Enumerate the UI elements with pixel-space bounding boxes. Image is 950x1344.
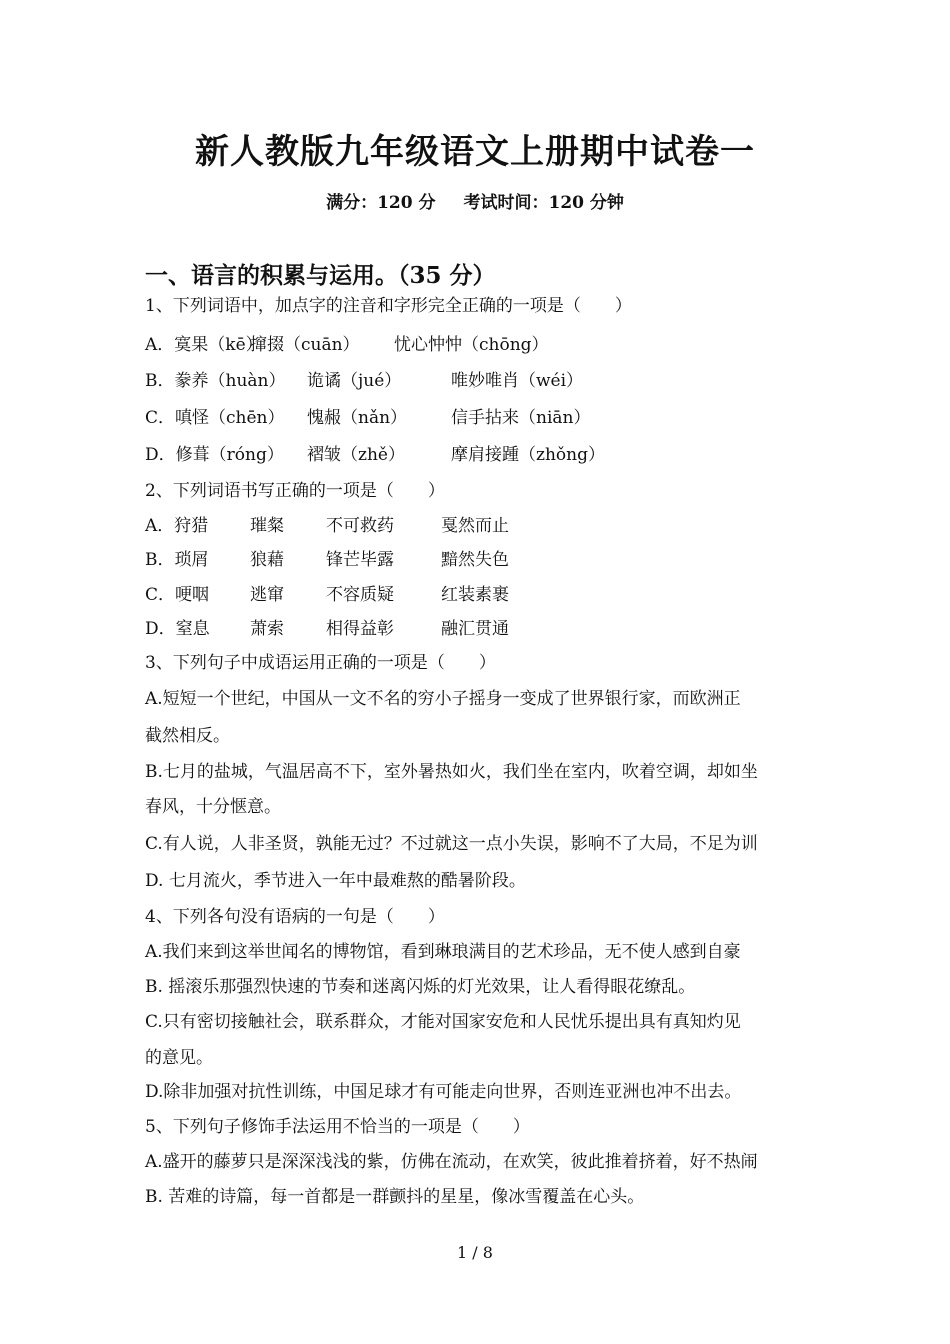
option-part: 不容质疑 bbox=[326, 585, 394, 605]
q1-option-a bbox=[145, 335, 549, 355]
option-part: 戛然而止 bbox=[441, 516, 509, 536]
q5-line: B. 苦难的诗篇，每一首都是一群颤抖的星星，像冰雪覆盖在心头。 bbox=[145, 1187, 645, 1207]
option-part: 逃窜 bbox=[250, 585, 284, 605]
option-part: 撺掇（cuān） bbox=[250, 335, 360, 355]
option-part: 融汇贯通 bbox=[441, 619, 509, 639]
q2-option-a bbox=[145, 516, 509, 536]
q1-option-c bbox=[145, 408, 590, 428]
option-part: D．窒息 bbox=[145, 619, 210, 639]
q4-line: C.只有密切接触社会，联系群众，才能对国家安危和人民忧乐提出具有真知灼见 bbox=[145, 1012, 741, 1032]
option-part: D．修葺（róng） bbox=[145, 445, 284, 465]
option-part: 唯妙唯肖（wéi） bbox=[451, 371, 584, 391]
q2-option-d bbox=[145, 619, 509, 639]
option-part: 信手拈来（niān） bbox=[451, 408, 591, 428]
q4-line: A.我们来到这举世闻名的博物馆，看到琳琅满目的艺术珍品，无不使人感到自豪 bbox=[145, 942, 741, 962]
option-part: 忧心忡忡（chōng） bbox=[394, 335, 549, 355]
q3-line: 截然相反。 bbox=[145, 726, 230, 746]
q2-option-b bbox=[145, 550, 509, 570]
option-part: 狼藉 bbox=[250, 550, 284, 570]
q3-line: 春风，十分惬意。 bbox=[145, 797, 281, 817]
q5-stem: 5、下列句子修饰手法运用不恰当的一项是（ ） bbox=[145, 1117, 530, 1137]
full-score: 满分：120 分 bbox=[326, 193, 436, 213]
q5-line: A.盛开的藤萝只是深深浅浅的紫，仿佛在流动，在欢笑，彼此推着挤着，好不热闹 bbox=[145, 1152, 758, 1172]
q3-line: A.短短一个世纪，中国从一文不名的穷小子摇身一变成了世界银行家，而欧洲正 bbox=[145, 689, 741, 709]
exam-time: 考试时间：120 分钟 bbox=[463, 193, 624, 213]
option-part: 相得益彰 bbox=[326, 619, 394, 639]
option-part: B．豢养（huàn） bbox=[145, 371, 286, 391]
q4-line: 的意见。 bbox=[145, 1048, 213, 1068]
option-part: 锋芒毕露 bbox=[326, 550, 394, 570]
option-part: 摩肩接踵（zhǒng） bbox=[451, 445, 605, 465]
q4-stem: 4、下列各句没有语病的一句是（ ） bbox=[145, 907, 445, 927]
q1-option-d bbox=[145, 445, 605, 465]
q4-line: B. 摇滚乐那强烈快速的节奏和迷离闪烁的灯光效果，让人看得眼花缭乱。 bbox=[145, 977, 696, 997]
option-part: C．哽咽 bbox=[145, 585, 210, 605]
q4-line: D.除非加强对抗性训练，中国足球才有可能走向世界，否则连亚洲也冲不出去。 bbox=[145, 1082, 742, 1102]
option-part: B．琐屑 bbox=[145, 550, 209, 570]
option-part: 褶皱（zhě） bbox=[307, 445, 405, 465]
q1-option-b bbox=[145, 371, 583, 391]
option-part: A．寞果（kē） bbox=[145, 335, 263, 355]
option-part: A．狩猎 bbox=[145, 516, 209, 536]
option-part: 不可救药 bbox=[326, 516, 394, 536]
option-part: 萧索 bbox=[250, 619, 284, 639]
q3-line: C.有人说，人非圣贤，孰能无过？不过就这一点小失误，影响不了大局，不足为训 bbox=[145, 834, 758, 854]
q3-line: B.七月的盐城，气温居高不下，室外暑热如火，我们坐在室内，吹着空调，却如坐 bbox=[145, 762, 758, 782]
q2-option-c bbox=[145, 585, 509, 605]
q3-stem: 3、下列句子中成语运用正确的一项是（ ） bbox=[145, 653, 496, 673]
q2-stem: 2、下列词语书写正确的一项是（ ） bbox=[145, 481, 445, 501]
page-number: 1 / 8 bbox=[457, 1243, 493, 1262]
option-part: 诡谲（jué） bbox=[307, 371, 402, 391]
option-part: C．嗔怪（chēn） bbox=[145, 408, 285, 428]
q1-stem: 1、下列词语中，加点字的注音和字形完全正确的一项是（ ） bbox=[145, 296, 632, 316]
option-part: 红装素裹 bbox=[441, 585, 509, 605]
option-part: 黯然失色 bbox=[441, 550, 509, 570]
option-part: 愧赧（nǎn） bbox=[307, 408, 408, 428]
page-title: 新人教版九年级语文上册期中试卷一 bbox=[195, 132, 755, 172]
exam-info bbox=[0, 188, 950, 213]
q3-line: D. 七月流火，季节进入一年中最难熬的酷暑阶段。 bbox=[145, 871, 526, 891]
option-part: 璀粲 bbox=[250, 516, 284, 536]
section-heading: 一、语言的积累与运用。（35 分） bbox=[145, 262, 496, 289]
